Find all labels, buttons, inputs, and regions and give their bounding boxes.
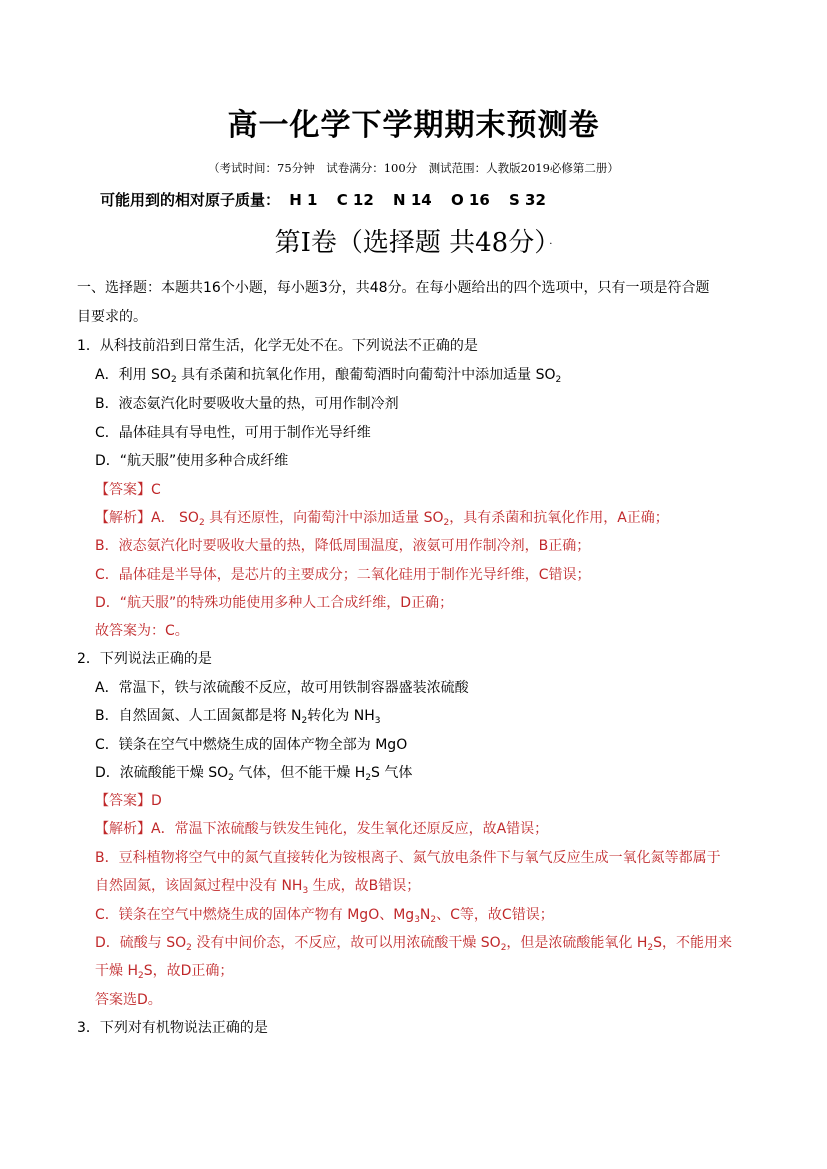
atomic-mass-item: C 12 <box>336 191 374 209</box>
section-mark: · <box>549 238 553 250</box>
subscript: 2 <box>500 943 507 953</box>
subscript: 2 <box>443 518 450 528</box>
explanation-text: 没有中间价态，不反应，故可以用浓硫酸干燥 SO <box>191 935 501 951</box>
exam-info: （考试时间：75分钟 试卷满分：100分 测试范围：人教版2019必修第二册） <box>208 161 619 175</box>
option-text: 转化为 NH <box>307 708 375 724</box>
option-text: 具有杀菌和抗氧化作用，酿葡萄酒时向葡萄汁中添加适量 SO <box>176 367 556 383</box>
explanation-text: 自然固氮，该固氮过程中没有 NH <box>95 878 303 894</box>
explanation-conclusion: 故答案为：C。 <box>95 623 189 639</box>
subscript: 2 <box>228 773 234 783</box>
page-title: 高一化学下学期期末预测卷 <box>227 108 600 143</box>
subscript: 2 <box>137 971 144 981</box>
atomic-mass-item: N 14 <box>393 191 432 209</box>
explanation-line: C．晶体硅是半导体，是芯片的主要成分；二氧化硅用于制作光导纤维，C错误； <box>95 567 591 583</box>
question-stem: 1．从科技前沿到日常生活，化学无处不在。下列说法不正确的是 <box>77 338 478 354</box>
explanation-text: 、C等，故C错误； <box>436 907 554 923</box>
explanation-text: 生成，故B错误； <box>308 878 421 894</box>
question-option: C．镁条在空气中燃烧生成的固体产物全部为 MgO <box>95 737 408 753</box>
explanation-text: 干燥 H <box>95 963 138 979</box>
subscript: 3 <box>414 915 420 925</box>
subscript: 3 <box>302 886 309 896</box>
subscript: 2 <box>647 943 654 953</box>
question-option: A．常温下，铁与浓硫酸不反应，故可用铁制容器盛装浓硫酸 <box>95 680 469 696</box>
section-title-text: 第Ⅰ卷（选择题 共48分） <box>274 228 548 258</box>
explanation-line: 【解析】A．常温下浓硫酸与铁发生钝化，发生氧化还原反应，故A错误； <box>95 821 549 837</box>
atomic-mass-item: S 32 <box>509 191 546 209</box>
section-title <box>0 222 827 259</box>
explanation-line: B．豆科植物将空气中的氮气直接转化为铵根离子、氮气放电条件下与氧气反应生成一氧化氮等都属于 <box>95 850 721 866</box>
question-option <box>95 764 412 782</box>
explanation-line <box>95 906 554 924</box>
explanation-text: ，具有杀菌和抗氧化作用，A正确； <box>449 510 669 526</box>
explanation-text: 【解析】A． SO <box>95 510 199 526</box>
subscript: 2 <box>170 375 177 385</box>
subscript: 2 <box>430 915 437 925</box>
option-text: B．自然固氮、人工固氮都是将 N <box>95 708 302 724</box>
question-option: D．“航天服”使用多种合成纤维 <box>95 453 289 469</box>
option-text: D．浓硫酸能干燥 SO <box>95 765 229 781</box>
atomic-mass-item: O 16 <box>450 191 490 209</box>
explanation-line <box>95 877 420 895</box>
explanation-line <box>95 934 732 952</box>
subscript: 2 <box>198 518 205 528</box>
explanation-text: C．镁条在空气中燃烧生成的固体产物有 MgO、Mg <box>95 907 415 923</box>
explanation-text: S，不能用来 <box>653 935 733 951</box>
subscript: 2 <box>301 716 308 726</box>
atomic-mass-item: H 1 <box>289 191 318 209</box>
explanation-line: D．“航天服”的特殊功能使用多种人工合成纤维，D正确； <box>95 595 454 611</box>
option-text: A．利用 SO <box>95 367 171 383</box>
question-option: C．晶体硅具有导电性，可用于制作光导纤维 <box>95 425 371 441</box>
explanation-line: B．液态氨汽化时要吸收大量的热，降低周围温度，液氨可用作制冷剂，B正确； <box>95 538 591 554</box>
atomic-mass-label: 可能用到的相对原子质量： <box>100 191 281 209</box>
subscript: 2 <box>365 773 372 783</box>
explanation-text: ，但是浓硫酸能氧化 H <box>506 935 648 951</box>
explanation-conclusion: 答案选D。 <box>95 992 162 1008</box>
option-text: S 气体 <box>371 765 413 781</box>
explanation-line <box>95 509 669 527</box>
explanation-text: D．硫酸与 SO <box>95 935 187 951</box>
question-stem: 2．下列说法正确的是 <box>77 651 212 667</box>
question-option: B．液态氨汽化时要吸收大量的热，可用作制冷剂 <box>95 396 399 412</box>
question-option <box>95 707 380 725</box>
explanation-text: S，故D正确； <box>143 963 234 979</box>
answer-label: 【答案】C <box>95 482 161 498</box>
instructions-line: 一、选择题：本题共16个小题，每小题3分，共48分。在每小题给出的四个选项中，只有一项是符合题 <box>77 280 710 296</box>
subscript: 2 <box>186 943 192 953</box>
answer-label: 【答案】D <box>95 793 162 809</box>
atomic-mass-line <box>100 189 560 210</box>
explanation-text: 具有还原性，向葡萄汁中添加适量 SO <box>204 510 444 526</box>
explanation-line <box>95 962 233 980</box>
option-text: 气体，但不能干燥 H <box>233 765 366 781</box>
question-option <box>95 366 561 384</box>
subscript: 3 <box>374 716 381 726</box>
subscript: 2 <box>555 375 562 385</box>
explanation-text: N <box>419 907 431 923</box>
question-stem: 3．下列对有机物说法正确的是 <box>77 1020 268 1036</box>
instructions-line: 目要求的。 <box>77 309 147 325</box>
